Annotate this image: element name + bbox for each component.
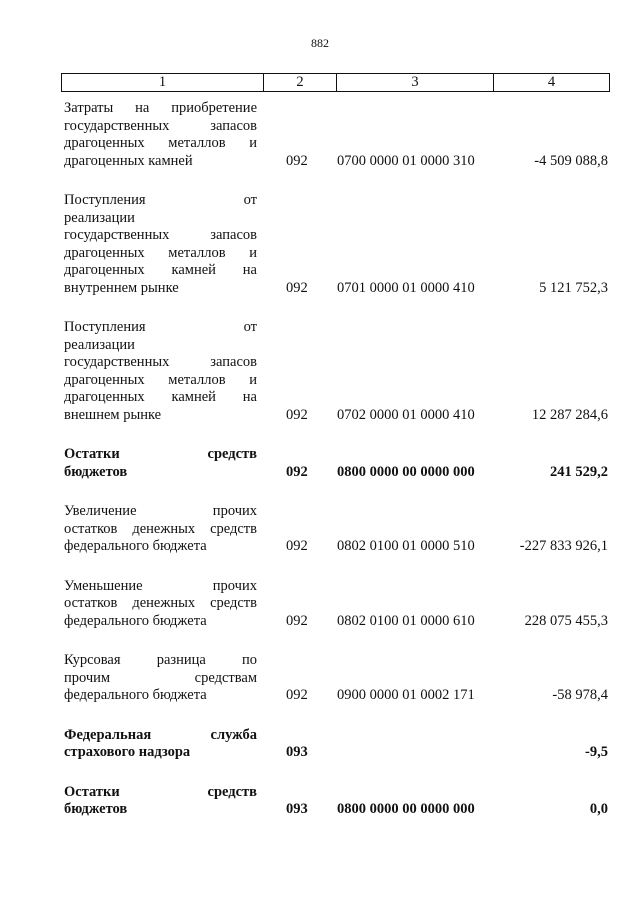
description-line: Затраты на приобретение bbox=[64, 100, 257, 116]
description-line: федерального бюджета bbox=[64, 687, 207, 703]
row-amount: 5 121 752,3 bbox=[539, 279, 608, 296]
row-amount: 241 529,2 bbox=[550, 463, 608, 480]
column-header-row bbox=[62, 74, 610, 92]
row-code: 092 bbox=[286, 538, 308, 554]
description-line: остатков денежных средств bbox=[64, 595, 257, 611]
description-line: Увеличение прочих bbox=[64, 503, 257, 519]
row-amount: -4 509 088,8 bbox=[534, 152, 608, 169]
row-kbk: 0802 0100 01 0000 610 bbox=[337, 612, 475, 629]
table-row bbox=[64, 319, 610, 424]
row-kbk: 0700 0000 01 0000 310 bbox=[337, 152, 475, 169]
table-row bbox=[64, 446, 610, 481]
description-line: внешнем рынке bbox=[64, 406, 162, 423]
description-line: драгоценных камней на bbox=[64, 389, 257, 405]
row-description bbox=[64, 727, 257, 762]
row-code: 092 bbox=[286, 612, 308, 629]
description-line: драгоценных металлов и bbox=[64, 371, 257, 388]
page-number: 882 bbox=[311, 36, 329, 50]
description-line: федерального бюджета bbox=[64, 538, 207, 554]
row-amount: 228 075 455,3 bbox=[524, 612, 608, 629]
column-header-3: 3 bbox=[337, 74, 494, 92]
description-line: Поступления от bbox=[64, 319, 257, 335]
column-header-4: 4 bbox=[494, 74, 610, 92]
row-code: 093 bbox=[286, 744, 308, 760]
description-line: драгоценных металлов и bbox=[64, 135, 257, 151]
description-line: драгоценных камней на bbox=[64, 262, 257, 278]
table-row bbox=[64, 727, 610, 762]
description-line: Уменьшение прочих bbox=[64, 577, 257, 594]
row-amount: 0,0 bbox=[589, 801, 608, 817]
budget-rows bbox=[64, 100, 610, 819]
description-line: Федеральная служба bbox=[64, 726, 257, 743]
description-line: государственных запасов bbox=[64, 354, 257, 370]
table-row bbox=[64, 784, 610, 819]
description-line: драгоценных камней bbox=[64, 152, 193, 169]
row-kbk: 0800 0000 00 0000 000 bbox=[337, 463, 475, 480]
description-line: бюджетов bbox=[64, 801, 128, 817]
description-line: остатков денежных средств bbox=[64, 520, 257, 537]
row-kbk: 0702 0000 01 0000 410 bbox=[337, 406, 475, 423]
column-header-1: 1 bbox=[62, 74, 264, 92]
table-row bbox=[64, 578, 610, 631]
row-description bbox=[64, 652, 257, 705]
description-line: федерального бюджета bbox=[64, 612, 207, 629]
row-kbk: 0900 0000 01 0002 171 bbox=[337, 687, 475, 703]
description-line: внутреннем рынке bbox=[64, 279, 179, 296]
description-line: драгоценных металлов и bbox=[64, 244, 257, 261]
row-amount: -58 978,4 bbox=[552, 687, 608, 703]
description-line: страхового надзора bbox=[64, 744, 191, 760]
row-description bbox=[64, 784, 257, 819]
row-description bbox=[64, 578, 257, 631]
row-description bbox=[64, 503, 257, 556]
description-line: Поступления от bbox=[64, 192, 257, 208]
row-description bbox=[64, 319, 257, 424]
row-description bbox=[64, 192, 257, 297]
row-code: 093 bbox=[286, 801, 308, 817]
row-amount: 12 287 284,6 bbox=[531, 406, 608, 423]
row-code: 092 bbox=[286, 152, 308, 169]
row-code: 092 bbox=[286, 279, 308, 296]
row-description bbox=[64, 446, 257, 481]
table-row bbox=[64, 503, 610, 556]
column-header-table bbox=[61, 73, 610, 92]
description-line: государственных запасов bbox=[64, 117, 257, 134]
row-code: 092 bbox=[286, 463, 308, 480]
row-description bbox=[64, 100, 257, 170]
row-amount: -227 833 926,1 bbox=[519, 538, 608, 554]
description-line: государственных запасов bbox=[64, 227, 257, 243]
description-line: прочим средствам bbox=[64, 669, 257, 686]
description-line: реализации bbox=[64, 336, 135, 353]
description-line: бюджетов bbox=[64, 463, 128, 480]
table-row bbox=[64, 192, 610, 297]
row-kbk: 0701 0000 01 0000 410 bbox=[337, 279, 475, 296]
row-amount: -9,5 bbox=[585, 744, 608, 760]
row-kbk: 0802 0100 01 0000 510 bbox=[337, 538, 475, 554]
description-line: Курсовая разница по bbox=[64, 652, 257, 668]
row-code: 092 bbox=[286, 687, 308, 703]
row-kbk: 0800 0000 00 0000 000 bbox=[337, 801, 475, 817]
row-code: 092 bbox=[286, 406, 308, 423]
description-line: Остатки средств bbox=[64, 783, 257, 800]
table-row bbox=[64, 652, 610, 705]
description-line: реализации bbox=[64, 209, 135, 226]
description-line: Остатки средств bbox=[64, 446, 257, 462]
column-header-2: 2 bbox=[264, 74, 337, 92]
table-row bbox=[64, 100, 610, 170]
